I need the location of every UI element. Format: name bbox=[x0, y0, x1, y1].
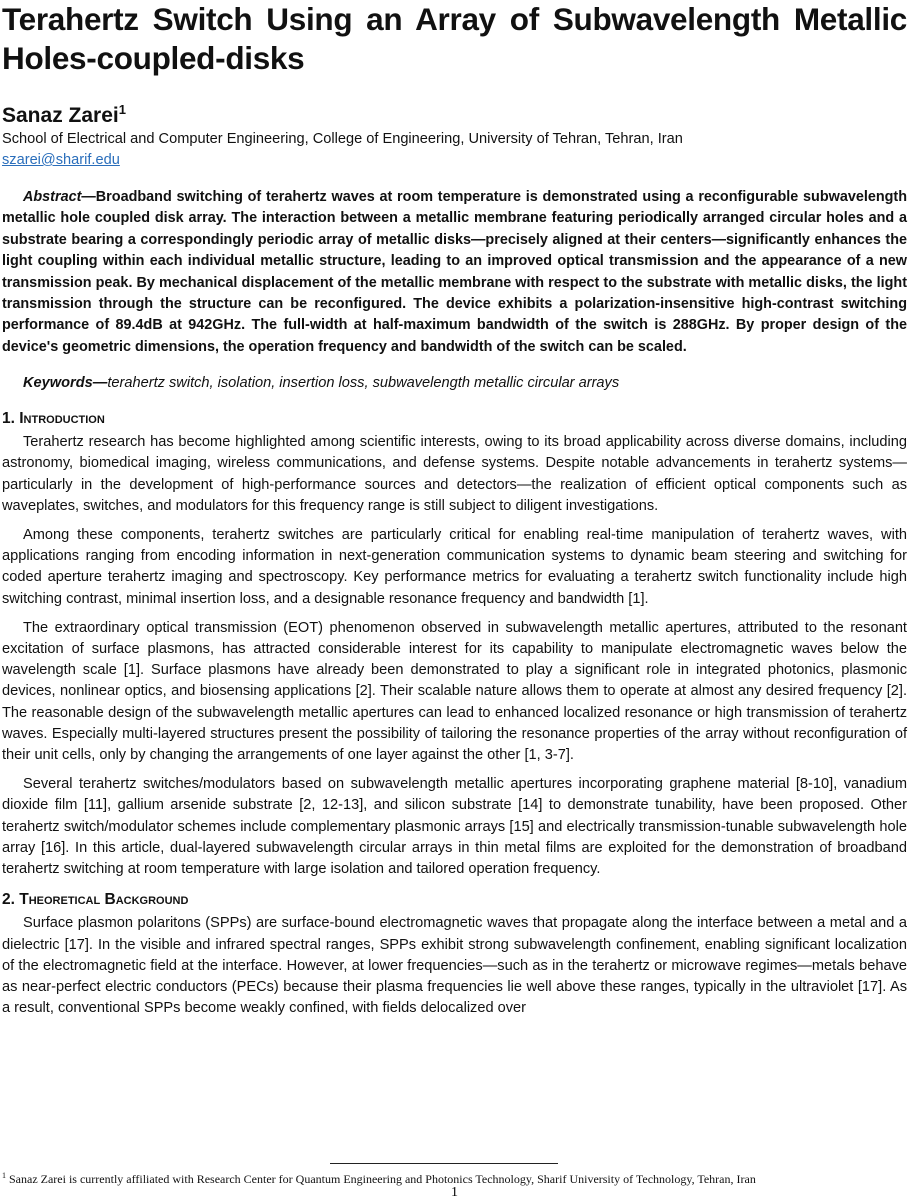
page-number: 1 bbox=[451, 1185, 458, 1200]
section-heading-theoretical-background: 2. Theoretical Background bbox=[2, 891, 189, 909]
keywords-text: terahertz switch, isolation, insertion loss, subwavelength metallic circular arrays bbox=[107, 374, 620, 391]
author-name bbox=[2, 97, 907, 129]
paragraph: Several terahertz switches/modulators based on subwavelength metallic apertures incorporating graphene material [8-10], vanadium dioxide film [11], gallium arsenide substrate [2, 12-13], and silicon substrate [14] to demonstrate tunability, have been proposed. Other terahertz switch/modulator schemes include complementary plasmonic arrays [15] and electrically transmission-tunable subwavelength hole array [16]. In this article, dual-layered subwavelength circular arrays in thin metal films are exploited for the demonstration of broadband terahertz switching at room temperature with large isolation and tailored operation frequency. bbox=[2, 776, 907, 878]
footnote-text: Sanaz Zarei is currently affiliated with Research Center for Quantum Engineering and Photonics Technology, Sharif University of Technology, Tehran, Iran bbox=[9, 1172, 756, 1186]
paragraph: Among these components, terahertz switches are particularly critical for enabling real-time manipulation of terahertz waves, with applications ranging from encoding information in next-generation communication systems to dynamic beam steering and switching for coded aperture terahertz imaging and spectroscopy. Key performance metrics for evaluating a terahertz switch functionality include high switching contrast, minimal insertion loss, and a designable resonance frequency and bandwidth [1]. bbox=[2, 527, 907, 607]
paragraph: Terahertz research has become highlighted among scientific interests, owing to its broad applicability across diverse domains, including astronomy, biomedical imaging, wireless communications, and defense systems. Despite notable advancements in terahertz systems—particularly in the development of high-performance sources and detectors—the realization of efficient optical components such as waveplates, switches, and modulators for this frequency range is still subject to diligent investigations. bbox=[2, 434, 907, 514]
keywords-label: Keywords— bbox=[23, 374, 108, 391]
paragraph: Surface plasmon polaritons (SPPs) are surface-bound electromagnetic waves that propagate along the interface between a metal and a dielectric [17]. In the visible and infrared spectral ranges, SPPs exhibit strong subwavelength confinement, enabling significant localization of the electromagnetic field at the interface. However, at lower frequencies—such as in the terahertz or microwave regimes—metals behave as near-perfect electric conductors (PECs) because their plasma frequencies lie well above these ranges, typically in the ultraviolet [17]. As a result, conventional SPPs become weakly confined, with fields delocalized over bbox=[2, 915, 907, 1017]
paper-title: Terahertz Switch Using an Array of Subwavelength Metallic Holes-coupled-disks bbox=[2, 1, 907, 76]
paragraph: The extraordinary optical transmission (EOT) phenomenon observed in subwavelength metallic apertures, attributed to the resonant excitation of surface plasmons, has attracted considerable interest for its capability to manipulate electromagnetic waves below the wavelength scale [1]. Surface plasmons have already been demonstrated to play a significant role in integrated photonics, plasmonic devices, nonlinear optics, and biosensing applications [2]. Their scalable nature allows them to operate at almost any desired frequency [2]. The reasonable design of the subwavelength metallic apertures can lead to enhanced localized resonance or high transmission of terahertz waves. Especially multi-layered structures present the possibility of tailoring the resonance properties of the array without reconfiguration of their unit cells, only by changing the arrangements of one layer against the other [1, 3-7]. bbox=[2, 619, 907, 764]
footnote-divider bbox=[330, 1163, 558, 1164]
keywords bbox=[2, 373, 907, 394]
author-affiliation: School of Electrical and Computer Engineering, College of Engineering, University of Tehran, Tehran, Iran bbox=[2, 131, 683, 147]
author-name-text: Sanaz Zarei bbox=[2, 104, 119, 127]
abstract bbox=[2, 187, 907, 358]
abstract-label: Abstract bbox=[23, 189, 82, 205]
abstract-dash: — bbox=[81, 189, 96, 205]
author-footnote-mark: 1 bbox=[118, 102, 126, 117]
abstract-text: Broadband switching of terahertz waves at room temperature is demonstrated using a reconfigurable subwavelength metallic hole coupled disk array. The interaction between a metallic membrane featuring periodically arranged circular holes and a substrate bearing a correspondingly periodic array of metallic disks—precisely aligned at their centers—significantly enhances the light coupling within each individual metallic structure, leading to an improved optical transmission and the appearance of a new transmission peak. By mechanical displacement of the metallic membrane with respect to the substrate with metallic disks, the light transmission through the structure can be reconfigured. The device exhibits a polarization-insensitive high-contrast switching performance of 89.4dB at 942GHz. The full-width at half-maximum bandwidth of the switch is 288GHz. By proper design of the device's geometric dimensions, the operation frequency and bandwidth of the switch can be scaled. bbox=[2, 189, 907, 355]
author-email-link[interactable]: szarei@sharif.edu bbox=[2, 152, 120, 168]
section-heading-introduction: 1. Introduction bbox=[2, 410, 105, 428]
footnote-mark: 1 bbox=[2, 1171, 6, 1180]
